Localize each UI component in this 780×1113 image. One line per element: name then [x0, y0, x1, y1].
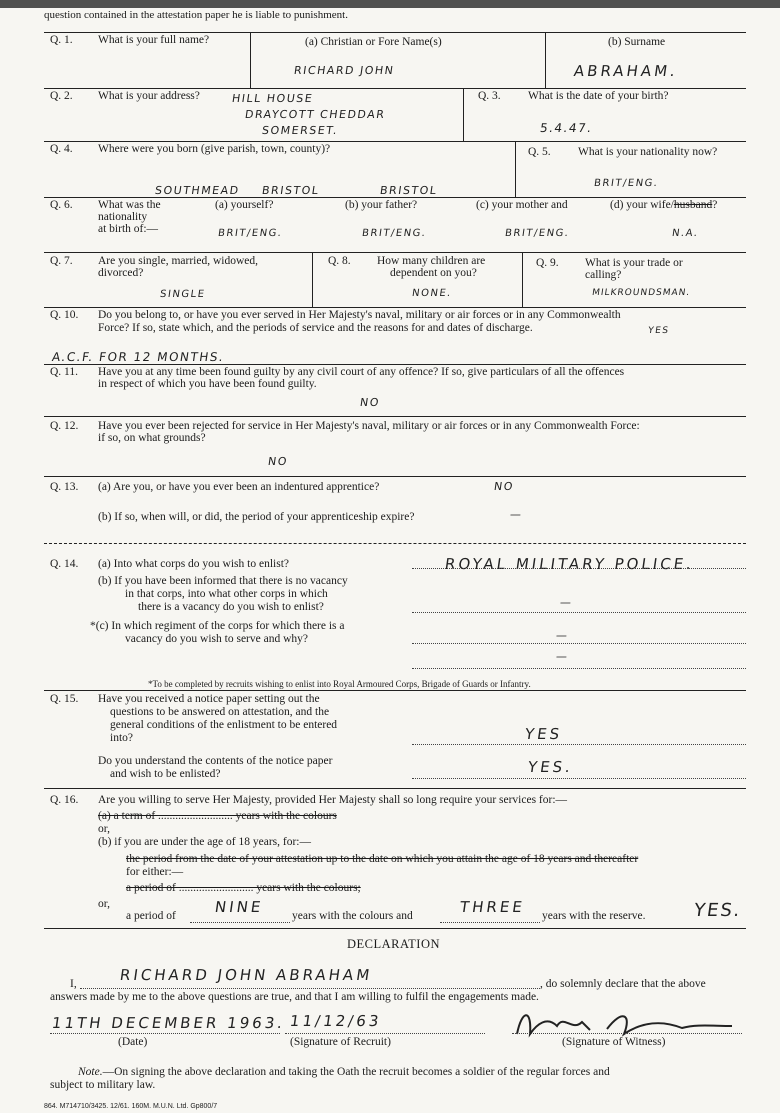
- q6-a-answer: BRIT/ENG.: [217, 228, 284, 239]
- q14-b-question-line3: there is a vacancy do you wish to enlist?: [138, 601, 324, 613]
- q8-label: Q. 8.: [328, 255, 351, 267]
- q11-label: Q. 11.: [50, 366, 79, 378]
- q1-question: What is your full name?: [98, 34, 210, 46]
- rule: [44, 476, 746, 477]
- q11-question-line1: Have you at any time been found guilty by any civil court of any offence? If so, give particulars of all the offences: [98, 366, 625, 378]
- q1-surname-label: (b) Surname: [608, 36, 666, 48]
- q5-question: What is your nationality now?: [578, 146, 718, 158]
- q16-or1: or,: [98, 823, 110, 835]
- q15-question-line2: questions to be answered on attestation, and the: [110, 706, 330, 718]
- answer-line: [50, 1033, 280, 1034]
- recruit-signature: 11/12/63: [288, 1012, 383, 1030]
- q12-answer: NO: [267, 455, 289, 468]
- q12-question-line1: Have you ever been rejected for service in Her Majesty's naval, military or air forces or in any Commonwealth Force:: [98, 420, 640, 432]
- q14-b-question-line2: in that corps, into what other corps in which: [125, 588, 328, 600]
- q14-c-answer1: —: [555, 629, 570, 642]
- q15-question2-line2: and wish to be enlisted?: [110, 768, 221, 780]
- rule: [44, 32, 746, 33]
- rule: [44, 197, 746, 198]
- q16-answer-colours: NINE: [213, 898, 265, 916]
- q1-surname-answer: ABRAHAM.: [572, 62, 680, 80]
- q11-question-line2: in respect of which you have been found guilty.: [98, 378, 317, 390]
- q15-question-line4: into?: [110, 732, 133, 744]
- q14-a-question: (a) Into what corps do you wish to enlist?: [98, 558, 289, 570]
- date-label: (Date): [118, 1036, 148, 1048]
- q2-question: What is your address?: [98, 90, 200, 102]
- q6-c-answer: BRIT/ENG.: [504, 228, 571, 239]
- answer-line: [412, 668, 746, 669]
- rule: [44, 307, 746, 308]
- q6-label: Q. 6.: [50, 199, 73, 211]
- answer-line: [412, 643, 746, 644]
- declaration-line2: answers made by me to the above questions are true, and that I am willing to fulfil the engagements made.: [50, 991, 539, 1003]
- q3-question: What is the date of your birth?: [528, 90, 669, 102]
- q16-answer: YES.: [692, 900, 743, 921]
- q2-answer-line1: HILL HOUSE: [231, 92, 315, 105]
- q6-question-line2: nationality: [98, 211, 148, 223]
- q12-question-line2: if so, on what grounds?: [98, 432, 206, 444]
- rule: [44, 690, 746, 691]
- q14-c-question-line1: *(c) In which regiment of the corps for which there is a: [90, 620, 345, 632]
- note-line1: Note.—On signing the above declaration and taking the Oath the recruit becomes a soldier of the regular forces and: [78, 1066, 610, 1078]
- rule: [522, 253, 523, 307]
- q14-c-answer2: —: [555, 650, 570, 663]
- printer-footer: 864. M714710/3425. 12/61. 160M. M.U.N. Ltd. Gp800/7: [44, 1103, 218, 1110]
- answer-line: [190, 922, 290, 923]
- answer-line: [412, 778, 746, 779]
- rule: [44, 543, 746, 544]
- answer-line: [440, 922, 540, 923]
- q10-answer: A.C.F. FOR 12 MONTHS.: [51, 350, 226, 364]
- q12-label: Q. 12.: [50, 420, 79, 432]
- rule: [44, 928, 746, 929]
- q3-answer: 5.4.47.: [539, 121, 594, 135]
- q13-label: Q. 13.: [50, 481, 79, 493]
- declaration-title: DECLARATION: [347, 937, 440, 951]
- q10-answer-yes: YES: [647, 326, 671, 336]
- rule: [44, 416, 746, 417]
- witness-signature-label: (Signature of Witness): [562, 1036, 666, 1048]
- q16-b-line: (b) if you are under the age of 18 years, for:—: [98, 836, 311, 848]
- q7-answer: SINGLE: [159, 289, 207, 300]
- q6-b-label: (b) your father?: [345, 199, 418, 211]
- q10-question-line2: Force? If so, state which, and the periods of service and the reasons for and dates of discharge.: [98, 322, 533, 334]
- q6-c-label: (c) your mother and: [476, 199, 568, 211]
- q15-question2-line1: Do you understand the contents of the notice paper: [98, 755, 333, 767]
- declaration-name: RICHARD JOHN ABRAHAM: [118, 966, 374, 984]
- q14-b-answer: —: [559, 596, 574, 609]
- recruit-signature-label: (Signature of Recruit): [290, 1036, 391, 1048]
- note-line2: subject to military law.: [50, 1079, 156, 1091]
- q13-b-answer: —: [509, 508, 524, 521]
- q15-answer2: YES.: [526, 758, 575, 776]
- q1-forenames-answer: RICHARD JOHN: [293, 64, 396, 77]
- q13-b-question: (b) If so, when will, or did, the period of your apprenticeship expire?: [98, 511, 415, 523]
- q2-label: Q. 2.: [50, 90, 73, 102]
- q4-answer-town: BRISTOL: [261, 184, 321, 197]
- rule: [312, 253, 313, 307]
- q16-or2: or,: [98, 898, 110, 910]
- q3-label: Q. 3.: [478, 90, 501, 102]
- q4-answer-place: SOUTHMEAD: [154, 184, 241, 197]
- q11-answer: NO: [359, 396, 381, 409]
- q16-final-prefix: a period of: [126, 910, 176, 922]
- q15-answer1: YES: [523, 725, 564, 743]
- answer-line: [412, 612, 746, 613]
- q2-answer-line3: SOMERSET.: [261, 124, 339, 137]
- answer-line: [512, 1033, 742, 1034]
- q14-b-question-line1: (b) If you have been informed that there is no vacancy: [98, 575, 348, 587]
- q6-question-line3: at birth of:—: [98, 223, 159, 235]
- q13-a-question: (a) Are you, or have you ever been an indentured apprentice?: [98, 481, 380, 493]
- q6-b-answer: BRIT/ENG.: [361, 228, 428, 239]
- q16-b-struck-line3: a period of .......................... years with the colours;: [126, 882, 361, 894]
- q7-question-line2: divorced?: [98, 267, 144, 279]
- q6-a-label: (a) yourself?: [215, 199, 274, 211]
- q7-label: Q. 7.: [50, 255, 73, 267]
- rule: [44, 364, 746, 365]
- q9-question-line2: calling?: [585, 269, 622, 281]
- answer-line: [285, 1033, 485, 1034]
- q16-final-suffix: years with the reserve.: [542, 910, 646, 922]
- answer-line: [412, 568, 746, 569]
- q14-footnote: *To be completed by recruits wishing to enlist into Royal Armoured Corps, Brigade of Guards or Infantry.: [148, 679, 531, 689]
- rule: [44, 252, 746, 253]
- q2-answer-line2: DRAYCOTT CHEDDAR: [244, 108, 387, 121]
- q14-label: Q. 14.: [50, 558, 79, 570]
- answer-line: [412, 744, 746, 745]
- answer-line: [80, 988, 540, 989]
- q7-question-line1: Are you single, married, widowed,: [98, 255, 259, 267]
- q9-answer: MILKROUNDSMAN.: [591, 288, 691, 298]
- q16-b-struck-line1: the period from the date of your attestation up to the date on which you attain the age of 18 years and thereafter: [126, 853, 639, 865]
- q8-question-line2: dependent on you?: [390, 267, 477, 279]
- q13-a-answer: NO: [493, 480, 515, 493]
- rule: [44, 788, 746, 789]
- declaration-line1-suffix: , do solemnly declare that the above: [540, 978, 706, 990]
- rule: [463, 89, 464, 141]
- q15-label: Q. 15.: [50, 693, 79, 705]
- q8-answer: NONE.: [411, 288, 453, 299]
- q16-question: Are you willing to serve Her Majesty, provided Her Majesty shall so long require your services for:—: [98, 794, 568, 806]
- q8-question-line1: How many children are: [377, 255, 486, 267]
- q6-d-label: (d) your wife/husband?: [610, 199, 718, 211]
- rule: [250, 33, 251, 88]
- q16-final-mid: years with the colours and: [292, 910, 413, 922]
- q6-d-answer: N.A.: [671, 228, 700, 239]
- header-fragment: question contained in the attestation paper he is liable to punishment.: [44, 9, 348, 21]
- q4-answer-county: BRISTOL: [379, 184, 439, 197]
- q9-question-line1: What is your trade or: [585, 257, 683, 269]
- q16-answer-reserve: THREE: [458, 898, 527, 916]
- q6-question-line1: What was the: [98, 199, 161, 211]
- rule: [515, 142, 516, 197]
- declaration-date: 11TH DECEMBER 1963.: [50, 1014, 287, 1032]
- q10-label: Q. 10.: [50, 309, 79, 321]
- q16-label: Q. 16.: [50, 794, 79, 806]
- q15-question-line3: general conditions of the enlistment to be entered: [110, 719, 338, 731]
- q5-answer: BRIT/ENG.: [593, 178, 660, 189]
- q14-a-answer: ROYAL MILITARY POLICE.: [443, 555, 696, 573]
- q16-a-struck: (a) a term of .......................... years with the colours: [98, 810, 337, 822]
- q4-question: Where were you born (give parish, town, county)?: [98, 143, 331, 155]
- rule: [545, 33, 546, 88]
- rule: [44, 88, 746, 89]
- declaration-i-label: I,: [70, 978, 77, 990]
- q4-label: Q. 4.: [50, 143, 73, 155]
- q5-label: Q. 5.: [528, 146, 551, 158]
- q1-forenames-label: (a) Christian or Fore Name(s): [305, 36, 442, 48]
- q10-question-line1: Do you belong to, or have you ever served in Her Majesty's naval, military or air forces or in any Commonwealth: [98, 309, 621, 321]
- rule: [44, 141, 746, 142]
- q1-label: Q. 1.: [50, 34, 73, 46]
- q15-question-line1: Have you received a notice paper setting out the: [98, 693, 320, 705]
- q14-c-question-line2: vacancy do you wish to serve and why?: [125, 633, 308, 645]
- q9-label: Q. 9.: [536, 257, 559, 269]
- scan-edge-shadow: [0, 0, 780, 8]
- q16-b-struck-line2: for either:—: [126, 866, 184, 878]
